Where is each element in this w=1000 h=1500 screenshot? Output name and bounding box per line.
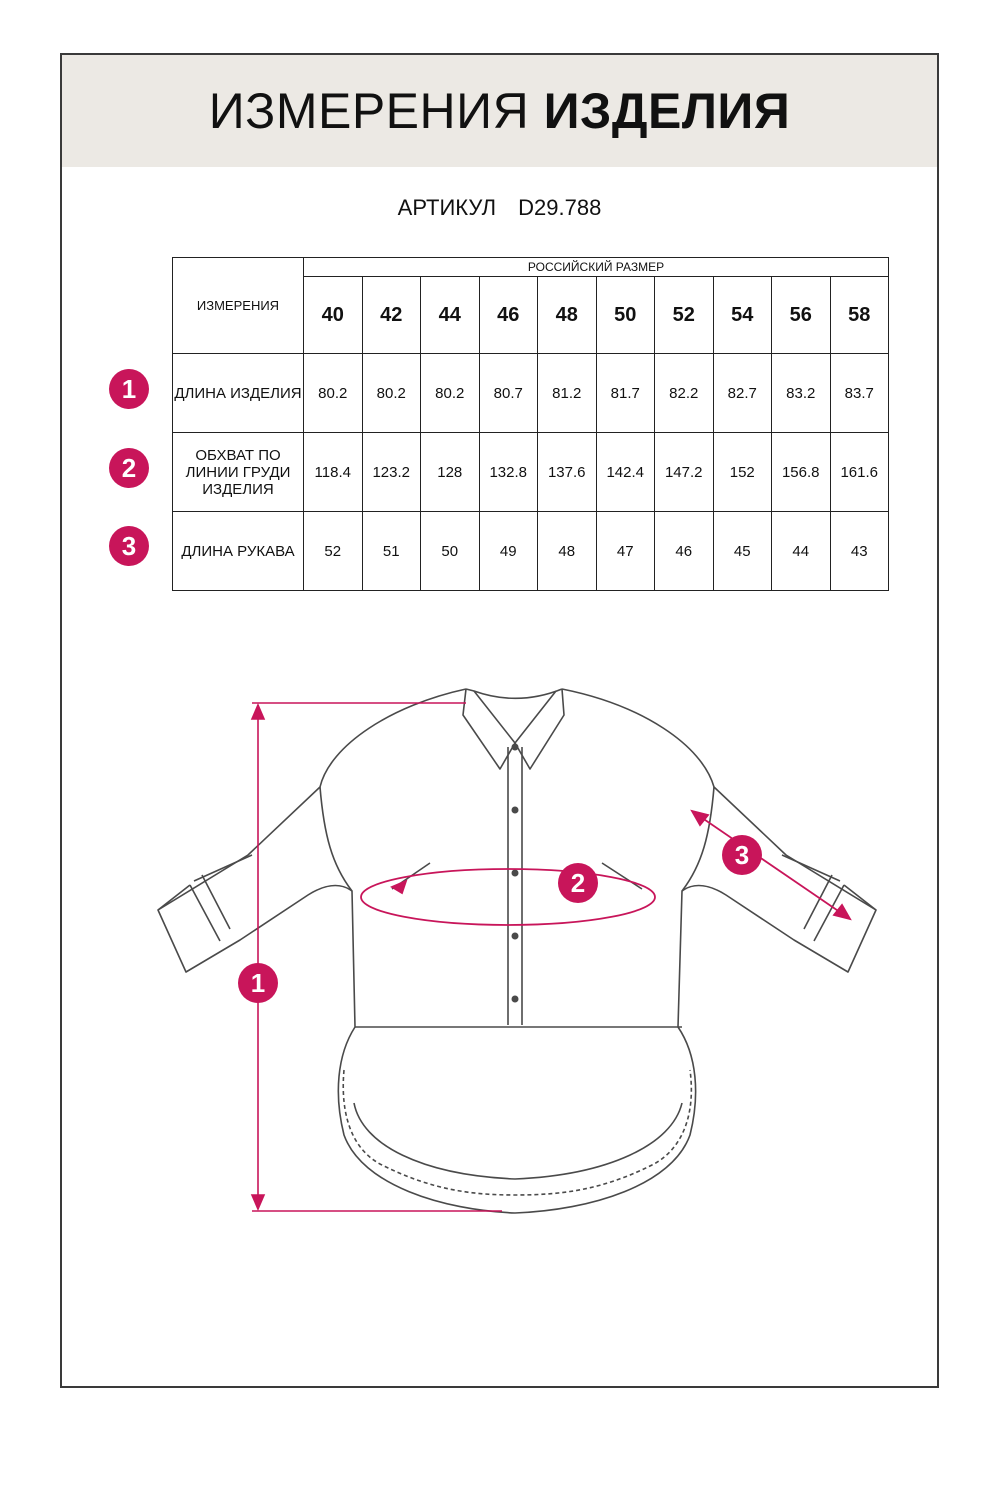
row-marker-1: 1	[109, 369, 149, 409]
table-cell: 123.2	[362, 433, 421, 512]
row-label-line: ЛИНИИ ГРУДИ	[185, 463, 291, 481]
table-cell: 47	[596, 512, 655, 591]
button-dot	[512, 996, 519, 1003]
table-cell: 49	[479, 512, 538, 591]
buttons	[512, 744, 519, 1003]
table-cell: 132.8	[479, 433, 538, 512]
table-cell: 81.7	[596, 354, 655, 433]
table-cell: 161.6	[830, 433, 889, 512]
size-header: 52	[655, 277, 714, 354]
table-cell: 147.2	[655, 433, 714, 512]
arrow-head	[252, 705, 264, 719]
table-cell: 128	[421, 433, 480, 512]
table-cell: 45	[713, 512, 772, 591]
table-cell: 83.7	[830, 354, 889, 433]
table-cell: 83.2	[772, 354, 831, 433]
diagram-marker-1: 1	[238, 963, 278, 1003]
row-marker-2: 2	[109, 448, 149, 488]
table-cell: 82.7	[713, 354, 772, 433]
title-light: ИЗМЕРЕНИЯ	[208, 83, 530, 139]
sleeve-line	[692, 811, 850, 919]
button-dot	[512, 744, 519, 751]
table-cell: 80.7	[479, 354, 538, 433]
size-group-header: РОССИЙСКИЙ РАЗМЕР	[304, 258, 889, 277]
size-header: 56	[772, 277, 831, 354]
table-cell: 46	[655, 512, 714, 591]
table-cell: 44	[772, 512, 831, 591]
table-cell: 80.2	[421, 354, 480, 433]
table-cell: 51	[362, 512, 421, 591]
title-bold: ИЗДЕЛИЯ	[543, 83, 791, 139]
table-cell: 52	[304, 512, 363, 591]
arrow-head	[834, 905, 850, 919]
table-cell: 137.6	[538, 433, 597, 512]
row-label-sleeve: ДЛИНА РУКАВА	[173, 512, 304, 591]
table-cell: 142.4	[596, 433, 655, 512]
table-cell: 80.2	[304, 354, 363, 433]
shirt-outline	[158, 689, 876, 1213]
measurement-card	[60, 53, 939, 1388]
row-label-length: ДЛИНА ИЗДЕЛИЯ	[173, 354, 304, 433]
size-header: 48	[538, 277, 597, 354]
row-marker-3: 3	[109, 526, 149, 566]
article-code: D29.788	[518, 195, 602, 220]
button-dot	[512, 933, 519, 940]
shirt-diagram	[62, 55, 937, 1386]
table-cell: 81.2	[538, 354, 597, 433]
diagram-marker-2: 2	[558, 863, 598, 903]
size-header: 40	[304, 277, 363, 354]
sleeve-measure	[692, 811, 850, 919]
article-label: АРТИКУЛ	[397, 195, 497, 220]
table-cell: 156.8	[772, 433, 831, 512]
table-cell: 43	[830, 512, 889, 591]
row-label-line: ОБХВАТ ПО	[195, 446, 281, 464]
size-header: 44	[421, 277, 480, 354]
size-header: 42	[362, 277, 421, 354]
size-header: 46	[479, 277, 538, 354]
measurements-header: ИЗМЕРЕНИЯ	[173, 258, 304, 354]
arrow-head	[392, 881, 406, 893]
size-header: 58	[830, 277, 889, 354]
diagram-marker-3: 3	[722, 835, 762, 875]
button-dot	[512, 807, 519, 814]
button-dot	[512, 870, 519, 877]
size-header: 50	[596, 277, 655, 354]
table-cell: 152	[713, 433, 772, 512]
table-cell: 50	[421, 512, 480, 591]
length-measure	[252, 703, 502, 1211]
table-cell: 80.2	[362, 354, 421, 433]
size-header: 54	[713, 277, 772, 354]
arrow-head	[252, 1195, 264, 1209]
table-cell: 48	[538, 512, 597, 591]
row-label-line: ИЗДЕЛИЯ	[202, 480, 274, 498]
table-cell: 118.4	[304, 433, 363, 512]
arrow-head	[692, 811, 708, 825]
table-cell: 82.2	[655, 354, 714, 433]
